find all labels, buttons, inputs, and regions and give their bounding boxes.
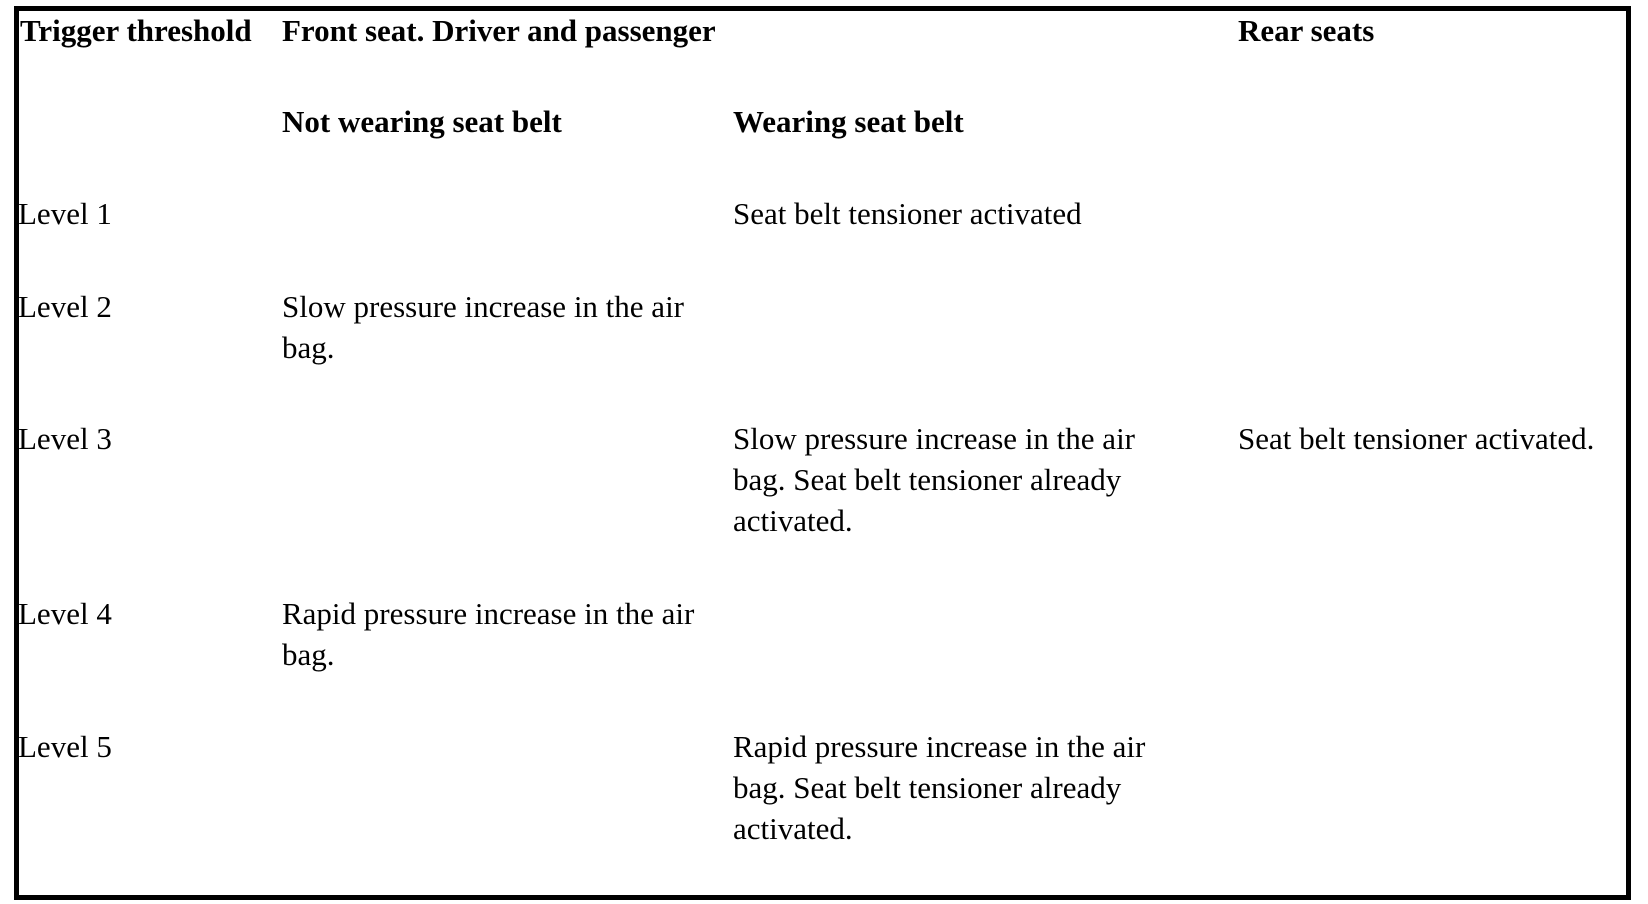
- row-not-wearing-cell: Rapid pressure increase in the air bag.: [282, 596, 695, 672]
- subheader-not-wearing-seat-belt: Not wearing seat belt: [282, 104, 562, 139]
- row-level-label: Level 3: [18, 421, 112, 456]
- row-level-label: Level 2: [18, 289, 112, 324]
- row-rear-cell: Seat belt tensioner activated.: [1238, 421, 1595, 456]
- header-rear-seats: Rear seats: [1238, 13, 1375, 48]
- header-front-seat: Front seat. Driver and passenger: [282, 13, 716, 48]
- header-trigger-threshold: Trigger threshold: [20, 13, 252, 48]
- row-wearing-cell: Seat belt tensioner activated: [733, 196, 1082, 231]
- row-level-label: Level 5: [18, 729, 112, 764]
- row-wearing-cell: Rapid pressure increase in the air bag. Seat belt tensioner already activated.: [733, 729, 1146, 846]
- row-not-wearing-cell: Slow pressure increase in the air bag.: [282, 289, 685, 365]
- row-level-label: Level 4: [18, 596, 112, 631]
- row-level-label: Level 1: [18, 196, 112, 231]
- row-wearing-cell: Slow pressure increase in the air bag. Seat belt tensioner already activated.: [733, 421, 1136, 538]
- subheader-wearing-seat-belt: Wearing seat belt: [733, 104, 964, 139]
